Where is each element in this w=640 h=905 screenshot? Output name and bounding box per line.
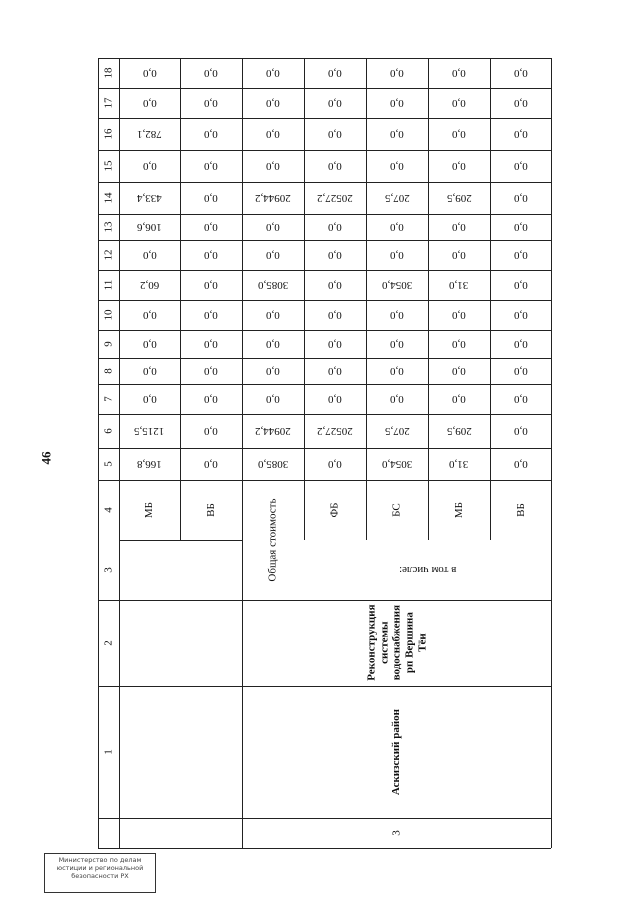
- column-number-13: [98, 214, 119, 240]
- ministry-stamp: Министерство по делам юстиции и региональной безопасности РХ: [44, 853, 156, 893]
- column-number-2-text: 2: [102, 640, 115, 646]
- value-cell: [366, 240, 428, 270]
- row-number-text: 3: [390, 830, 403, 836]
- value-cell-text: 0,0: [513, 192, 528, 205]
- column-number-10: [98, 300, 119, 330]
- table-border-right: [551, 58, 552, 848]
- value-cell-text: 0,0: [452, 221, 466, 234]
- value-cell-text: 0,0: [513, 279, 528, 292]
- value-cell: [304, 384, 366, 414]
- funding-source-label: [428, 480, 490, 540]
- value-cell: [180, 270, 242, 300]
- value-cell-text: 0,0: [513, 249, 528, 262]
- value-cell: [366, 270, 428, 300]
- value-cell-text: 0,0: [204, 365, 218, 378]
- value-cell-text: 0,0: [328, 393, 342, 406]
- column-number-17: [98, 88, 119, 118]
- value-cell: [490, 150, 551, 182]
- value-cell: [180, 358, 242, 384]
- funding-source-label-text: ФБ: [328, 502, 341, 518]
- value-cell: [428, 270, 490, 300]
- value-cell: [180, 150, 242, 182]
- value-cell-text: 0,0: [142, 160, 157, 173]
- value-cell-text: 20944,2: [255, 192, 291, 205]
- value-cell: [428, 58, 490, 88]
- value-cell-text: 0,0: [452, 128, 466, 141]
- total-cost-label-text: Общая стоимость: [266, 498, 279, 582]
- column-number-6-text: 6: [102, 428, 115, 434]
- value-cell-text: 3085,0: [257, 279, 289, 292]
- value-cell: [428, 448, 490, 480]
- funding-source-label-text: МБ: [452, 501, 465, 519]
- value-cell-text: 0,0: [390, 97, 404, 110]
- column-number-6: [98, 414, 119, 448]
- column-number-13-text: 13: [102, 221, 115, 233]
- value-cell-text: 31,0: [449, 279, 469, 292]
- column-number-8-text: 8: [102, 368, 115, 374]
- value-cell: [242, 358, 304, 384]
- value-cell: [119, 358, 180, 384]
- funding-source-label: [180, 480, 242, 540]
- value-cell-text: 0,0: [513, 425, 528, 438]
- value-cell: [119, 118, 180, 150]
- column-number-18-text: 18: [102, 67, 115, 79]
- value-cell-text: 0,0: [204, 425, 218, 438]
- value-cell-text: 20527,2: [317, 192, 353, 205]
- column-number-10-text: 10: [102, 309, 115, 321]
- value-cell-text: 0,0: [328, 338, 342, 351]
- column-number-2: [98, 600, 119, 686]
- value-cell: [242, 414, 304, 448]
- value-cell-text: 0,0: [328, 458, 342, 471]
- column-number-1: [98, 686, 119, 818]
- value-cell: [304, 58, 366, 88]
- column-number-11-text: 11: [102, 279, 115, 291]
- value-cell: [119, 270, 180, 300]
- funding-source-label-text: ВБ: [204, 503, 217, 517]
- value-cell: [304, 182, 366, 214]
- value-cell-text: 3054,0: [381, 458, 413, 471]
- value-cell: [242, 150, 304, 182]
- value-cell: [304, 118, 366, 150]
- funding-source-label: [366, 480, 428, 540]
- value-cell-text: 0,0: [328, 365, 342, 378]
- value-cell-text: 207,5: [384, 192, 410, 205]
- value-cell-text: 0,0: [452, 393, 466, 406]
- value-cell: [366, 58, 428, 88]
- column-number-9: [98, 330, 119, 358]
- column-number-7: [98, 384, 119, 414]
- value-cell: [119, 300, 180, 330]
- value-cell: [428, 240, 490, 270]
- value-cell-text: 0,0: [390, 128, 404, 141]
- value-cell-text: 0,0: [142, 97, 157, 110]
- value-cell-text: 0,0: [513, 160, 528, 173]
- value-cell: [304, 358, 366, 384]
- value-cell-text: 0,0: [513, 97, 528, 110]
- value-cell: [366, 118, 428, 150]
- column-number-15: [98, 150, 119, 182]
- value-cell: [366, 150, 428, 182]
- value-cell-text: 0,0: [204, 279, 218, 292]
- value-cell: [366, 214, 428, 240]
- column-number-16: [98, 118, 119, 150]
- column-number-14-text: 14: [102, 192, 115, 204]
- value-cell-text: 0,0: [266, 393, 280, 406]
- value-cell: [242, 330, 304, 358]
- value-cell-text: 0,0: [328, 279, 342, 292]
- value-cell: [304, 150, 366, 182]
- value-cell-text: 0,0: [266, 249, 280, 262]
- value-cell-text: 0,0: [390, 309, 404, 322]
- value-cell-text: 0,0: [204, 309, 218, 322]
- value-cell-text: 106,6: [137, 221, 162, 234]
- value-cell: [119, 150, 180, 182]
- column-number-12: [98, 240, 119, 270]
- value-cell: [428, 358, 490, 384]
- column-number-12-text: 12: [102, 249, 115, 261]
- value-cell: [366, 358, 428, 384]
- value-cell-text: 0,0: [452, 97, 466, 110]
- value-cell: [490, 88, 551, 118]
- project-name: Реконструкция системы водоснабжения рп Вершина Тёи: [364, 604, 428, 682]
- value-cell: [490, 448, 551, 480]
- value-cell: [428, 88, 490, 118]
- value-cell-text: 0,0: [452, 309, 466, 322]
- value-cell-text: 31,0: [449, 458, 469, 471]
- value-cell-text: 1215,5: [134, 425, 165, 438]
- value-cell-text: 0,0: [390, 249, 404, 262]
- value-cell-text: 0,0: [513, 338, 528, 351]
- value-cell-text: 0,0: [452, 338, 466, 351]
- value-cell-text: 0,0: [452, 365, 466, 378]
- value-cell: [490, 300, 551, 330]
- value-cell: [242, 384, 304, 414]
- value-cell-text: 0,0: [390, 67, 404, 80]
- value-cell: [242, 448, 304, 480]
- value-cell: [490, 240, 551, 270]
- value-cell: [119, 240, 180, 270]
- value-cell-text: 0,0: [513, 458, 528, 471]
- value-cell: [428, 300, 490, 330]
- value-cell: [242, 240, 304, 270]
- value-cell-text: 782,1: [137, 128, 162, 141]
- value-cell-text: 0,0: [266, 160, 280, 173]
- table-border-bottom: [98, 848, 551, 849]
- value-cell-text: 0,0: [204, 192, 218, 205]
- value-cell-text: 0,0: [204, 249, 218, 262]
- value-cell-text: 0,0: [513, 309, 528, 322]
- value-cell: [366, 384, 428, 414]
- value-cell-text: 0,0: [142, 249, 157, 262]
- value-cell: [490, 118, 551, 150]
- value-cell: [366, 88, 428, 118]
- value-cell-text: 209,5: [446, 192, 472, 205]
- value-cell: [242, 182, 304, 214]
- value-cell: [366, 182, 428, 214]
- value-cell: [490, 182, 551, 214]
- value-cell-text: 0,0: [266, 338, 280, 351]
- value-cell: [366, 414, 428, 448]
- column-number-4: [98, 480, 119, 540]
- value-cell-text: 0,0: [513, 221, 528, 234]
- value-cell: [119, 330, 180, 358]
- value-cell: [119, 448, 180, 480]
- column-number-18: [98, 58, 119, 88]
- value-cell: [490, 270, 551, 300]
- value-cell: [180, 118, 242, 150]
- value-cell: [119, 58, 180, 88]
- value-cell-text: 0,0: [142, 393, 157, 406]
- funding-source-label: [119, 480, 180, 540]
- column-number-4-text: 4: [102, 507, 115, 513]
- including-label-text: в том числе:: [398, 564, 457, 577]
- value-cell-text: 433,4: [137, 192, 162, 205]
- column-number-3: [98, 540, 119, 600]
- column-number-11: [98, 270, 119, 300]
- value-cell: [180, 240, 242, 270]
- value-cell: [366, 448, 428, 480]
- value-cell-text: 20944,2: [255, 425, 291, 438]
- value-cell-text: 0,0: [266, 221, 280, 234]
- value-cell-text: 3054,0: [381, 279, 413, 292]
- value-cell: [180, 88, 242, 118]
- value-cell-text: 0,0: [204, 393, 218, 406]
- value-cell: [180, 330, 242, 358]
- funding-source-label-text: МБ: [143, 501, 156, 519]
- funding-source-label-text: БС: [390, 503, 403, 517]
- value-cell: [119, 414, 180, 448]
- value-cell-text: 0,0: [328, 160, 342, 173]
- value-cell-text: 20527,2: [317, 425, 353, 438]
- value-cell-text: 0,0: [204, 97, 218, 110]
- value-cell-text: 0,0: [452, 249, 466, 262]
- value-cell: [304, 240, 366, 270]
- value-cell: [490, 58, 551, 88]
- value-cell: [428, 150, 490, 182]
- value-cell: [119, 88, 180, 118]
- value-cell-text: 0,0: [452, 67, 466, 80]
- value-cell: [366, 330, 428, 358]
- column-number-9-text: 9: [102, 341, 115, 347]
- value-cell-text: 0,0: [204, 67, 218, 80]
- value-cell-text: 207,5: [384, 425, 410, 438]
- value-cell: [119, 214, 180, 240]
- column-number-15-text: 15: [102, 160, 115, 172]
- value-cell-text: 0,0: [513, 393, 528, 406]
- value-cell: [304, 330, 366, 358]
- value-cell-text: 0,0: [328, 97, 342, 110]
- value-cell-text: 0,0: [328, 67, 342, 80]
- value-cell-text: 60,2: [139, 279, 160, 292]
- value-cell-text: 0,0: [328, 249, 342, 262]
- value-cell-text: 0,0: [390, 221, 404, 234]
- district-name-text: Аскизский район: [390, 708, 403, 796]
- page-number: 46: [38, 451, 54, 465]
- value-cell: [242, 300, 304, 330]
- value-cell: [490, 384, 551, 414]
- value-cell-text: 0,0: [452, 160, 466, 173]
- funding-source-label: [490, 480, 551, 540]
- value-cell-text: 0,0: [142, 365, 157, 378]
- value-cell: [304, 414, 366, 448]
- value-cell: [242, 118, 304, 150]
- value-cell-text: 0,0: [513, 128, 528, 141]
- value-cell-text: 209,5: [446, 425, 472, 438]
- funding-source-label-text: ВБ: [514, 503, 527, 517]
- total-cost-label: [242, 480, 304, 600]
- column-number-16-text: 16: [102, 128, 115, 140]
- value-cell-text: 0,0: [266, 365, 280, 378]
- value-cell: [242, 88, 304, 118]
- value-cell-text: 0,0: [328, 309, 342, 322]
- value-cell: [428, 384, 490, 414]
- column-number-8: [98, 358, 119, 384]
- value-cell: [304, 214, 366, 240]
- value-cell: [304, 88, 366, 118]
- value-cell-text: 0,0: [142, 338, 157, 351]
- value-cell-text: 0,0: [266, 128, 280, 141]
- value-cell: [490, 358, 551, 384]
- funding-source-label: [304, 480, 366, 540]
- value-cell: [428, 214, 490, 240]
- value-cell: [366, 300, 428, 330]
- value-cell: [180, 384, 242, 414]
- district-name: [242, 686, 551, 818]
- value-cell: [119, 182, 180, 214]
- value-cell: [490, 330, 551, 358]
- value-cell: [490, 214, 551, 240]
- row-number: [242, 818, 551, 848]
- value-cell-text: 0,0: [142, 67, 157, 80]
- value-cell: [428, 414, 490, 448]
- value-cell: [180, 182, 242, 214]
- value-cell-text: 0,0: [328, 128, 342, 141]
- value-cell: [490, 414, 551, 448]
- value-cell-text: 0,0: [266, 309, 280, 322]
- column-number-5: [98, 448, 119, 480]
- value-cell-text: 166,8: [137, 458, 162, 471]
- column-number-14: [98, 182, 119, 214]
- value-cell-text: 0,0: [204, 458, 218, 471]
- value-cell-text: 0,0: [390, 393, 404, 406]
- value-cell-text: 3085,0: [257, 458, 289, 471]
- column-number-1-text: 1: [102, 749, 115, 755]
- value-cell-text: 0,0: [390, 338, 404, 351]
- value-cell-text: 0,0: [142, 309, 157, 322]
- value-cell: [242, 270, 304, 300]
- value-cell: [180, 58, 242, 88]
- value-cell: [119, 384, 180, 414]
- value-cell-text: 0,0: [266, 67, 280, 80]
- value-cell: [304, 270, 366, 300]
- value-cell-text: 0,0: [204, 160, 218, 173]
- value-cell: [180, 300, 242, 330]
- value-cell: [242, 58, 304, 88]
- column-number-5-text: 5: [102, 461, 115, 467]
- value-cell: [180, 448, 242, 480]
- value-cell-text: 0,0: [204, 128, 218, 141]
- value-cell: [304, 300, 366, 330]
- value-cell: [428, 330, 490, 358]
- project-name-cell: [242, 600, 551, 686]
- column-number-7-text: 7: [102, 396, 115, 402]
- value-cell: [180, 214, 242, 240]
- value-cell-text: 0,0: [328, 221, 342, 234]
- column-number-17-text: 17: [102, 97, 115, 109]
- column-number-3-text: 3: [102, 567, 115, 573]
- including-label: [304, 540, 551, 600]
- value-cell-text: 0,0: [390, 160, 404, 173]
- value-cell-text: 0,0: [204, 338, 218, 351]
- row-line: [119, 540, 242, 541]
- value-cell: [428, 118, 490, 150]
- value-cell-text: 0,0: [390, 365, 404, 378]
- value-cell: [304, 448, 366, 480]
- value-cell: [180, 414, 242, 448]
- value-cell-text: 0,0: [204, 221, 218, 234]
- value-cell: [242, 214, 304, 240]
- value-cell: [428, 182, 490, 214]
- value-cell-text: 0,0: [513, 365, 528, 378]
- value-cell-text: 0,0: [266, 97, 280, 110]
- value-cell-text: 0,0: [513, 67, 528, 80]
